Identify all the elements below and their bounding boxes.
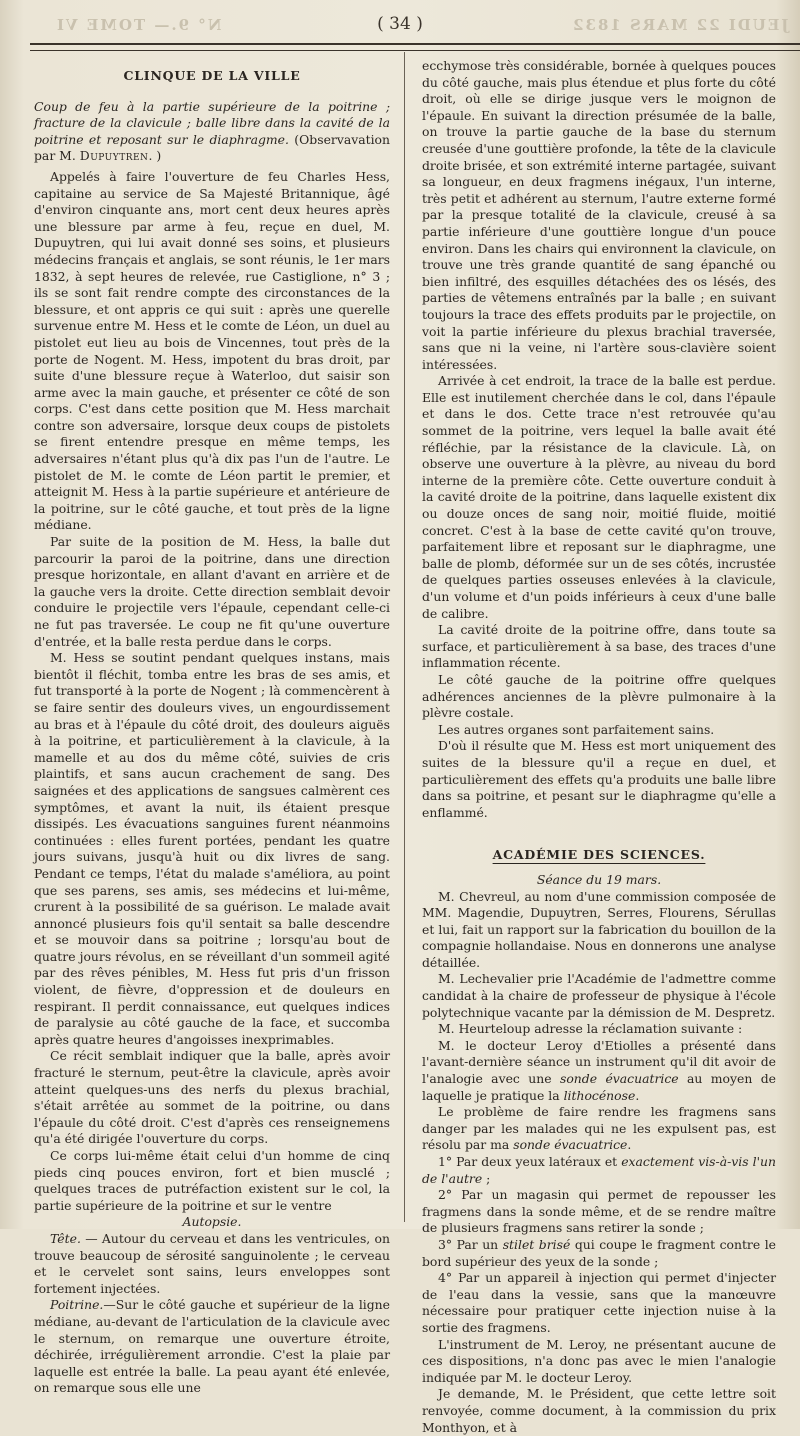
item-pre: 2° Par un magasin qui permet de repousser les fragmens dans la sonde même, et de se rendre maître de plusieurs fragmens sans retirer la sonde ; [422,1187,776,1236]
paragraph-poitrine [34,1297,390,1397]
tete-text: — Autour du cerveau et dans les ventricules, on trouve beaucoup de sérosité sanguinolente ; le cerveau et le cervelet sont sains, leurs enveloppes sont fortement injectées. [34,1230,390,1296]
leroy-mid: au moyen de laquelle je pratique la [422,1071,776,1103]
right-column [422,58,776,1436]
leroy-pre: M. le docteur Leroy d'Etiolles a présenté dans l'avant-dernière séance un instrument qu'il dit avoir de l'analogie avec une [422,1037,776,1087]
left-column [34,60,390,1397]
paragraph: L'instrument de M. Leroy, ne présentant aucune de ces dispositions, n'a donc pas avec le mien l'analogie indiquée par M. le docteur Leroy. [422,1336,776,1385]
paragraph: Je demande, M. le Président, que cette lettre soit renvoyée, comme document, à la commission du prix Monthyon, et à [422,1386,776,1435]
section-title-academie: ACADÉMIE DES SCIENCES. [492,847,706,863]
paragraph: La cavité droite de la poitrine offre, dans toute sa surface, et particulièrement à sa base, des traces d'une inflammation récente. [422,622,776,671]
list-item [422,1237,776,1270]
leroy-end: . [635,1087,640,1103]
paragraph-tete [34,1231,390,1297]
column-divider [404,52,405,1222]
paragraph: Par suite de la position de M. Hess, la balle dut parcourir la paroi de la poitrine, dans une direction presque horizontale, en allant d'avant en arrière et de la gauche vers la droite. Cette direction semblait devoir conduire le projectile vers l'épaule, cependant celle-ci ne fut pas traversée. Le coup ne fit qu'une ouverture d'entrée, et la balle resta perdue dans le corps. [34,534,390,649]
paragraph: Le côté gauche de la poitrine offre quelques adhérences anciennes de la plèvre pulmonaire à la plèvre costale. [422,671,776,721]
leroy-em1: sonde évacuatrice [559,1071,679,1087]
page-number: ( 34 ) [377,14,423,34]
paragraph: Arrivée à cet endroit, la trace de la balle est perdue. Elle est inutilement cherchée dans le col, dans l'épaule et dans le dos. Cette trace n'est retrouvée qu'au sommet de la poitrine, vers lequel la balle avait été réfléchie, par la résistance de la clavicule. Là, on observe une ouverture à la plèvre, au niveau du bord interne de la première côte. Cette ouverture conduit à la cavité droite de la poitrine, dans laquelle existent dix ou douze onces de sang noir, moitié fluide, moitié concret. C'est à la base de cette cavité qu'on trouve, parfaitement libre et reposant sur le diaphragme, une balle de plomb, déformée sur un de ses côtés, incrustée de quelques parties osseuses enlevées à la clavicule, d'un volume et d'un poids inférieurs à ceux d'une balle de calibre. [422,373,776,621]
paragraph: ecchymose très considérable, bornée à quelques pouces du côté gauche, mais plus étendue et plus forte du côté droit, où elle se dirige jusque vers le moignon de l'épaule. En suivant la direction présumée de la balle, on trouve la partie gauche de la base du sternum creusée d'une gouttière profonde, la tête de la clavicule droite brisée, et son extrémité interne partagée, suivant sa longueur, en deux fragmens inégaux, l'un interne, très petit et adhérent au sternum, l'autre externe formé par la presque totalité de la clavicule, creusé à sa partie inférieure d'une gouttière longue d'un pouce environ. Dans les chairs qui environnent la clavicule, on trouve une très grande quantité de sang épanché ou bien infiltré, des esquilles détachées des os lésés, des parties de vêtemens entraînés par la balle ; en suivant toujours la trace des effets produits par le projectile, on voit la partie inférieure du plexus brachial traversée, sans que ni la veine, ni l'artère sous-clavière soient intéressées. [422,58,776,372]
list-item [422,1270,776,1336]
paragraph: Appelés à faire l'ouverture de feu Charles Hess, capitaine au service de Sa Majesté Britannique, âgé d'environ cinquante ans, mort cent deux heures après une blessure par arme à feu, reçue en duel, M. Dupuytren, qui lui avait donné ses soins, et plusieurs médecins français et anglais, se sont réunis, le 1er mars 1832, à sept heures de relevée, rue Castiglione, n° 3 ; ils se sont fait rendre compte des circonstances de la blessure, et ont appris ce qui suit : après une querelle survenue entre M. Hess et le comte de Léon, un duel au pistolet eut lieu au bois de Vincennes, tout près de la porte de Nogent. M. Hess, impotent du bras droit, par suite d'une blessure reçue à Waterloo, dut saisir son arme avec la main gauche, et présenter ce côté de son corps. C'est dans cette position que M. Hess marchait contre son adversaire, lorsque deux coups de pistolets se firent entendre presque en même temps, les adversaires n'étant plus qu'à dix pas l'un de l'autre. Le pistolet de M. le comte de Léon partit le premier, et atteignit M. Hess à la partie supérieure et antérieure de la poitrine, sur le côté gauche, et tout près de la ligne médiane. [34,168,390,533]
paragraph: M. Hess se soutint pendant quelques instans, mais bientôt il fléchit, tomba entre les bras de ses amis, et fut transporté à la porte de Nogent ; là commencèrent à se faire sentir des douleurs vives, un engourdissement au bras et à l'épaule du côté droit, des douleurs aiguës à la poitrine, et particulièrement à la clavicule, à la mamelle et au dos du même côté, suivies de cris plaintifs, et sans aucun crachement de sang. Des saignées et des applications de sangsues calmèrent ces symptômes, et avant la nuit, ils étaient presque dissipés. Les évacuations sanguines furent néanmoins continuées : elles furent portées, pendant les quatre jours suivans, jusqu'à huit ou dix livres de sang. Pendant ce temps, l'état du malade s'améliora, au point que ses parens, ses amis, ses médecins et lui-même, crurent à la possibilité de sa guérison. Le malade avait annoncé plusieurs fois qu'il sentait sa balle descendre et se mouvoir dans sa poitrine ; lorsqu'au bout de quatre jours révolus, en se réveillant d'un sommeil agité par des rêves pénibles, M. Hess fut pris d'un frisson violent, de fièvre, d'oppression et de douleurs en respirant. Il perdit connaissance, eut quelques indices de paralysie au côté gauche de la face, et succomba après quatre heures d'angoisses inexprimables. [34,650,390,1047]
paragraph: M. Heurteloup adresse la réclamation suivante : [438,1021,743,1037]
paragraph: M. Lechevalier prie l'Académie de l'admettre comme candidat à la chaire de professeur de physique à l'école polytechnique vacante par la démission de M. Despretz. [422,971,776,1020]
show-through-right: JEUDI 22 MARS 1832 [570,16,788,34]
item-pre: 3° Par un [438,1236,503,1252]
paragraph-probleme [422,1104,776,1154]
show-through-left: N° 9.— TOME VI [55,16,222,34]
paragraph: D'où il résulte que M. Hess est mort uniquement des suites de la blessure qu'il a reçue en duel, et particulièrement des effets qu'a produits une balle libre dans sa poitrine, et pesant sur le diaphragme qu'elle a enflammé. [422,738,776,820]
list-item [422,1154,776,1187]
paragraph: Ce récit semblait indiquer que la balle, après avoir fracturé le sternum, peut-être la clavicule, après avoir atteint quelques-uns des nerfs du plexus brachial, s'était arrêtée au sommet de la poitrine, ou dans l'épaule du côté droit. C'est d'après ces renseignemens qu'a été dirigée l'ouverture du corps. [34,1048,390,1147]
seance-date: Séance du 19 mars. [536,871,662,887]
autopsie-heading: Autopsie. [182,1214,242,1230]
poitrine-text: —Sur le côté gauche et supérieur de la ligne médiane, au-devant de l'articulation de la clavicule avec le sternum, on remarque une ouverture étroite, déchirée, irrégulièrement arrondie. C'est la plaie par laquelle est entrée la balle. La peau ayant été enlevée, on remarque sous elle une [34,1297,390,1396]
subtitle-end: . ) [148,148,162,164]
section-title-clinique: CLINQUE DE LA VILLE [123,68,301,83]
item-em: stilet brisé [502,1236,571,1252]
item-post: qui coupe le fragment contre le bord supérieur des yeux de la sonde ; [422,1236,776,1269]
leroy-em2: lithocénose [563,1087,636,1103]
item-pre: 4° Par un appareil à injection qui permet d'injecter de l'eau dans la vessie, sans que la manœuvre nécessaire pour pratiquer cette injection nuise à la sortie des fragmens. [422,1270,776,1335]
probleme-end: . [627,1137,632,1153]
paragraph: Ce corps lui-même était celui d'un homme de cinq pieds cinq pouces environ, fort et bien musclé ; quelques traces de putréfaction existent sur le col, la partie supérieure de la poitrine et sur le ventre [34,1148,390,1213]
item-pre: 1° Par deux yeux latéraux et [438,1154,622,1169]
paragraph: Les autres organes sont parfaitement sains. [438,721,715,737]
item-post: ; [482,1170,491,1186]
probleme-pre: Le problème de faire rendre les fragmens sans danger par les malades qui ne les expulsent pas, est résolu par ma [422,1104,776,1153]
subtitle-author: Dupuytren [79,148,149,164]
item-em: exactement vis-à-vis l'un de l'autre [422,1154,776,1186]
running-head [0,14,800,38]
subtitle-text: Coup de feu à la partie supérieure de la poitrine ; fracture de la clavicule ; balle libre dans la cavité de la poitrine et reposant sur le diaphragme. [34,98,390,147]
paragraph: M. Chevreul, au nom d'une commission composée de MM. Magendie, Dupuytren, Serres, Flourens, Sérullas et lui, fait un rapport sur la fabrication du bouillon de la compagnie hollandaise. Nous en donnerons une analyse détaillée. [422,888,776,970]
paragraph-leroy [422,1038,776,1104]
header-rule [30,43,800,51]
poitrine-label: Poitrine. [50,1297,104,1313]
article-subtitle [34,99,390,165]
probleme-em: sonde évacuatrice [513,1137,628,1153]
list-item [422,1187,776,1237]
tete-label: Tête. [50,1230,81,1246]
subtitle-tail: (Observavation par M. [34,131,390,164]
